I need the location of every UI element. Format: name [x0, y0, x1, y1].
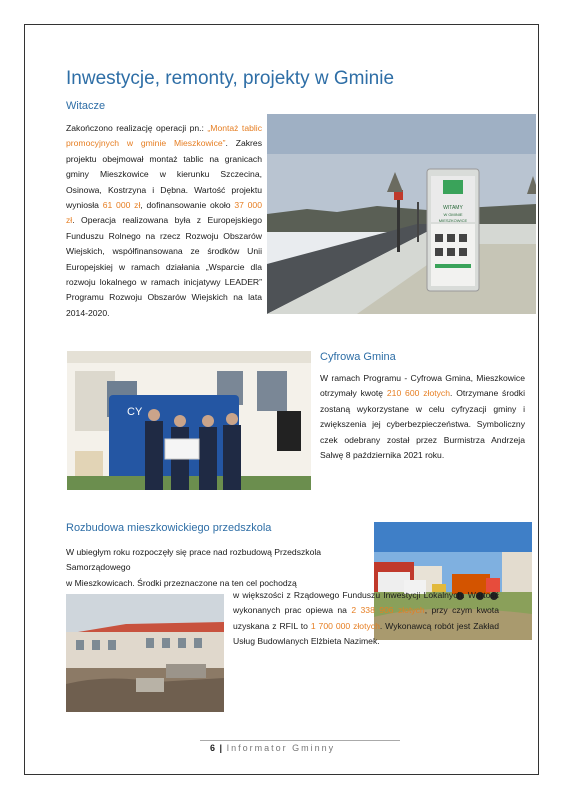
section-cyfrowa-gmina-text: W ramach Programu - Cyfrowa Gmina, Mieszkowice otrzymały kwotę 210 600 złotych. Otrzymane środki zostaną wykorzystane w celu cyfryzacji gminy i zwiększenia jej cyberbezpieczeństwa. Symboliczny czek odebrany został przez Burmistrza Andrzeja Salwę 8 października 2021 roku. [320, 373, 525, 461]
svg-text:CY: CY [127, 406, 143, 418]
section-przedszkole-intro: W ubiegłym roku rozpoczęły się prace nad rozbudową Przedszkola Samorządowego w Mieszkowicach. Środki przeznaczone na ten cel pochodzą [66, 547, 322, 588]
section-heading-witacze: Witacze [66, 100, 106, 112]
digital-municipality-ceremony-photo [67, 351, 311, 490]
welcome-sign-photo [267, 114, 536, 314]
section-przedszkole-text: w większości z Rządowego Funduszu Inwestycji Lokalnych. Wartość wykonanych prac opiewa na 2 338 906 złotych, przy czym kwota uzyskana z RFIL to 1 700 000 złotych. Wykonawcą robót jest Zakład Usług Budowlanych Elżbieta Nazimek. [233, 590, 499, 647]
section-heading-przedszkole: Rozbudowa mieszkowickiego przedszkola [66, 522, 272, 534]
page-number: 6 [210, 743, 216, 753]
page-footer [210, 743, 335, 753]
section-witacze-text: Zakończono realizację operacji pn.: „Montaż tablic promocyjnych w gminie Mieszkowice”. Zakres projektu obejmował montaż tablic na granicach gminy Mieszkowice w kierunku Szczecina, Osinowa, Kostrzyna i Dębna. Wartość projektu wyniosła 61 000 zł, dofinansowanie około 37 000 zł. Operacja realizowana była z Europejskiego Funduszu Rolnego na rzecz Rozwoju Obszarów Wiejskich, współfinansowana ze środków Unii Europejskiej w ramach działania „Wsparcie dla rozwoju lokalnego w ramach inicjatywy LEADER” Programu Rozwoju Obszarów Wiejskich na lata 2014-2020. [66, 123, 262, 318]
svg-text:MIESZKOWICE: MIESZKOWICE [438, 218, 468, 223]
publication-name: Informator Gminny [226, 743, 336, 753]
svg-text:WITAMY: WITAMY [443, 205, 463, 211]
footer-rule [200, 740, 400, 741]
section-heading-cyfrowa-gmina: Cyfrowa Gmina [320, 351, 396, 363]
kindergarten-building-photo [66, 594, 224, 712]
svg-text:W GMINIE: W GMINIE [443, 212, 463, 217]
footer-separator: | [219, 743, 223, 753]
page-title: Inwestycje, remonty, projekty w Gminie [66, 68, 395, 89]
